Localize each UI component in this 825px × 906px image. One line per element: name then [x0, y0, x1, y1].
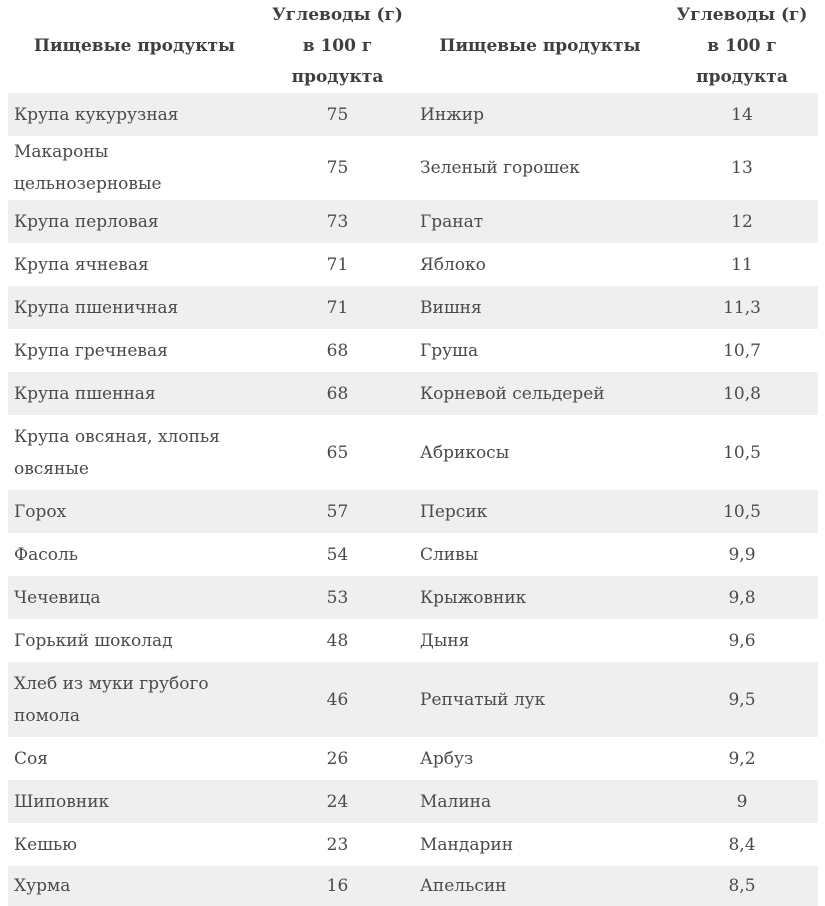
table-row	[8, 286, 818, 329]
food-name-2: Яблоко	[414, 243, 666, 286]
carbs-value-1: 65	[261, 415, 414, 490]
table-row	[8, 619, 818, 662]
carbs-value-2: 10,7	[666, 329, 818, 372]
table-header-row	[8, 0, 818, 93]
food-name-1: Крупа пшеничная	[8, 286, 261, 329]
carbs-value-2: 10,5	[666, 490, 818, 533]
carbs-value-1: 46	[261, 662, 414, 737]
header-food-1: Пищевые продукты	[8, 0, 261, 93]
table-row	[8, 136, 818, 200]
food-name-1: Крупа перловая	[8, 200, 261, 243]
food-name-1: Чечевица	[8, 576, 261, 619]
carbs-value-2: 10,8	[666, 372, 818, 415]
carbs-value-2: 11	[666, 243, 818, 286]
carbohydrate-table	[8, 0, 818, 906]
food-name-2: Сливы	[414, 533, 666, 576]
carbs-value-1: 73	[261, 200, 414, 243]
food-name-1: Крупа гречневая	[8, 329, 261, 372]
food-name-1: Горький шоколад	[8, 619, 261, 662]
food-name-2: Крыжовник	[414, 576, 666, 619]
carbs-value-2: 10,5	[666, 415, 818, 490]
carbs-value-1: 75	[261, 93, 414, 136]
food-name-2: Арбуз	[414, 737, 666, 780]
food-name-2: Малина	[414, 780, 666, 823]
food-name-2: Мандарин	[414, 823, 666, 866]
table-row	[8, 662, 818, 737]
carbs-value-2: 9	[666, 780, 818, 823]
food-name-1: Крупа овсяная, хлопья овсяные	[8, 415, 261, 490]
table-row	[8, 243, 818, 286]
food-name-1: Шиповник	[8, 780, 261, 823]
food-name-1: Горох	[8, 490, 261, 533]
carbs-value-2: 13	[666, 136, 818, 200]
carbs-value-2: 9,6	[666, 619, 818, 662]
food-name-1: Фасоль	[8, 533, 261, 576]
carbs-value-1: 26	[261, 737, 414, 780]
table-row	[8, 200, 818, 243]
food-name-1: Хурма	[8, 866, 261, 906]
table-row	[8, 576, 818, 619]
food-name-1: Соя	[8, 737, 261, 780]
food-name-2: Гранат	[414, 200, 666, 243]
table-row	[8, 415, 818, 490]
food-name-2: Дыня	[414, 619, 666, 662]
table-row	[8, 490, 818, 533]
table-row	[8, 780, 818, 823]
carbs-value-2: 9,9	[666, 533, 818, 576]
table-row	[8, 823, 818, 866]
table-row	[8, 737, 818, 780]
food-name-2: Абрикосы	[414, 415, 666, 490]
table-row	[8, 329, 818, 372]
carbs-value-1: 24	[261, 780, 414, 823]
carbs-value-1: 16	[261, 866, 414, 906]
food-name-2: Зеленый горошек	[414, 136, 666, 200]
food-name-1: Макароны цельнозерновые	[8, 136, 261, 200]
table-row	[8, 533, 818, 576]
food-name-2: Груша	[414, 329, 666, 372]
food-name-2: Персик	[414, 490, 666, 533]
carbs-value-2: 8,4	[666, 823, 818, 866]
carbs-value-1: 71	[261, 243, 414, 286]
food-name-2: Вишня	[414, 286, 666, 329]
food-name-2: Репчатый лук	[414, 662, 666, 737]
food-name-1: Крупа пшенная	[8, 372, 261, 415]
carbs-value-1: 75	[261, 136, 414, 200]
header-carbs-1: Углеводы (г) в 100 г продукта	[261, 0, 414, 93]
carbs-value-2: 9,2	[666, 737, 818, 780]
header-carbs-2: Углеводы (г) в 100 г продукта	[666, 0, 818, 93]
food-name-2: Инжир	[414, 93, 666, 136]
food-name-1: Кешью	[8, 823, 261, 866]
carbs-value-2: 12	[666, 200, 818, 243]
carbs-value-1: 54	[261, 533, 414, 576]
carbs-value-2: 9,8	[666, 576, 818, 619]
food-name-1: Хлеб из муки грубого помола	[8, 662, 261, 737]
carbs-value-1: 71	[261, 286, 414, 329]
carbs-value-1: 68	[261, 329, 414, 372]
carbs-value-1: 68	[261, 372, 414, 415]
carbs-value-2: 11,3	[666, 286, 818, 329]
carbs-value-2: 9,5	[666, 662, 818, 737]
food-name-1: Крупа ячневая	[8, 243, 261, 286]
food-name-1: Крупа кукурузная	[8, 93, 261, 136]
food-name-2: Корневой сельдерей	[414, 372, 666, 415]
carbs-value-1: 57	[261, 490, 414, 533]
carbs-value-1: 23	[261, 823, 414, 866]
carbs-value-1: 53	[261, 576, 414, 619]
header-food-2: Пищевые продукты	[414, 0, 666, 93]
carbs-value-1: 48	[261, 619, 414, 662]
carbs-value-2: 8,5	[666, 866, 818, 906]
food-name-2: Апельсин	[414, 866, 666, 906]
carbs-value-2: 14	[666, 93, 818, 136]
table-row	[8, 866, 818, 906]
table-row	[8, 372, 818, 415]
table-row	[8, 93, 818, 136]
